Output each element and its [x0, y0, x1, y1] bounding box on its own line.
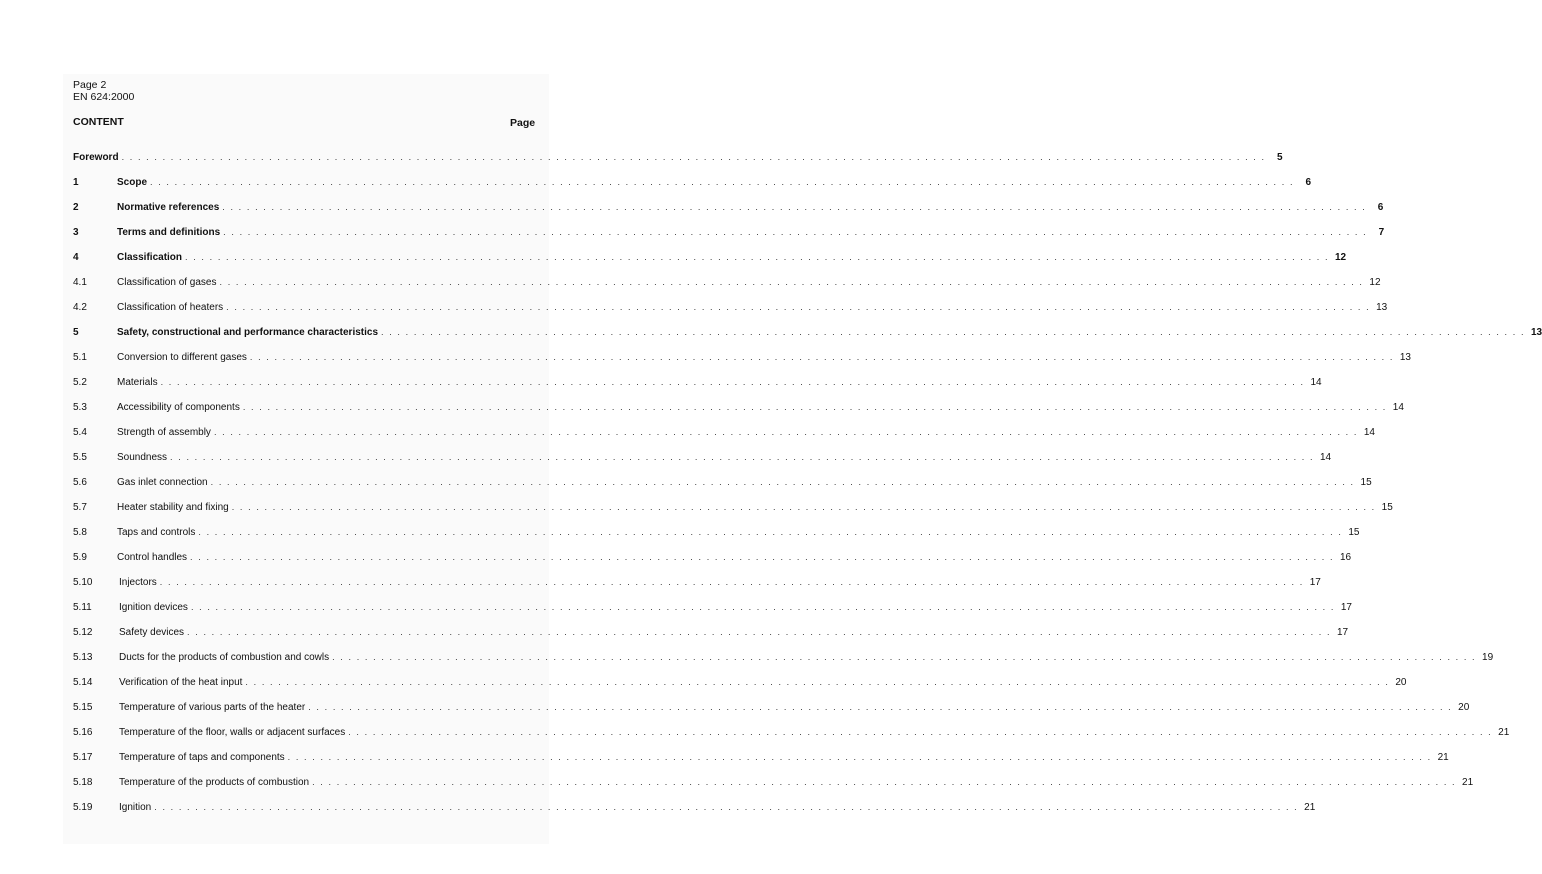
- toc-entry-page: 13: [1399, 352, 1411, 363]
- toc-entry[interactable]: [73, 377, 1322, 402]
- toc-entry-number: 5.18: [73, 777, 93, 788]
- toc-entry-page: 20: [1395, 677, 1407, 688]
- dot-leader: . . . . . . . . . . . . . . . . . . . . . . . . . . . . . . . . . . . . . . . . . . . . . . . . . . . . . . . . . . . . . . . . . . . . . . . . . . . . . . . . . . . . . . . . . . . . . . . . . . . . . . . . . . . . . . . . . . . . . . . . . . . . . . . . . . . . . . . . . . . .: [381, 327, 1526, 337]
- dot-leader: . . . . . . . . . . . . . . . . . . . . . . . . . . . . . . . . . . . . . . . . . . . . . . . . . . . . . . . . . . . . . . . . . . . . . . . . . . . . . . . . . . . . . . . . . . . . . . . . . . . . . . . . . . . . . . . . . . . . . . . . . . . . . . . . . . . . . . . . . . . .: [245, 677, 1390, 687]
- toc-entry-page: 14: [1392, 402, 1404, 413]
- toc-entry-title: Scope: [117, 177, 148, 188]
- toc-entry-title: Temperature of taps and components: [119, 752, 285, 763]
- dot-leader: . . . . . . . . . . . . . . . . . . . . . . . . . . . . . . . . . . . . . . . . . . . . . . . . . . . . . . . . . . . . . . . . . . . . . . . . . . . . . . . . . . . . . . . . . . . . . . . . . . . . . . . . . . . . . . . . . . . . . . . . . . . . . . . . . . . . . . . . . . . .: [219, 277, 1364, 287]
- toc-entry[interactable]: [73, 402, 1404, 427]
- toc-entry-page: 16: [1339, 552, 1352, 563]
- toc-entry-title: Accessibility of components: [117, 402, 240, 413]
- toc-entry-title: Terms and definitions: [117, 227, 221, 238]
- toc-entry-number: 5.14: [73, 677, 93, 688]
- toc-entry-number: 5.10: [73, 577, 93, 588]
- toc-entry-title: Verification of the heat input: [119, 677, 243, 688]
- dot-leader: . . . . . . . . . . . . . . . . . . . . . . . . . . . . . . . . . . . . . . . . . . . . . . . . . . . . . . . . . . . . . . . . . . . . . . . . . . . . . . . . . . . . . . . . . . . . . . . . . . . . . . . . . . . . . . . . . . . . . . . . . . . . . . . . . . . . . . . . . . . .: [159, 577, 1304, 587]
- toc-entry-number: 5.16: [73, 727, 93, 738]
- toc-entry[interactable]: [73, 552, 1352, 577]
- toc-entry-title: Classification: [117, 252, 183, 263]
- toc-entry-title: Gas inlet connection: [117, 477, 208, 488]
- toc-entry-page: 7: [1378, 227, 1385, 238]
- toc-entry-page: 17: [1336, 627, 1349, 638]
- toc-entry-number: 5: [73, 327, 79, 338]
- dot-leader: . . . . . . . . . . . . . . . . . . . . . . . . . . . . . . . . . . . . . . . . . . . . . . . . . . . . . . . . . . . . . . . . . . . . . . . . . . . . . . . . . . . . . . . . . . . . . . . . . . . . . . . . . . . . . . . . . . . . . . . . . . . . . . . . . . . . . . . . . . . .: [160, 377, 1305, 387]
- toc-entry-page: 21: [1437, 752, 1449, 763]
- toc-entry-number: 5.9: [73, 552, 87, 563]
- toc-entry-page: 15: [1381, 502, 1393, 513]
- toc-entry-title: Ignition: [119, 802, 152, 813]
- toc-entry-title: Materials: [117, 377, 158, 388]
- toc-heading: CONTENT: [73, 116, 124, 128]
- dot-leader: . . . . . . . . . . . . . . . . . . . . . . . . . . . . . . . . . . . . . . . . . . . . . . . . . . . . . . . . . . . . . . . . . . . . . . . . . . . . . . . . . . . . . . . . . . . . . . . . . . . . . . . . . . . . . . . . . . . . . . . . . . . . . . . . . . . . . . . . . . . .: [154, 802, 1299, 812]
- toc-entry[interactable]: [73, 777, 1474, 802]
- toc-entry-title: Temperature of the products of combustion: [119, 777, 310, 788]
- toc-entry-page: 6: [1377, 202, 1384, 213]
- dot-leader: . . . . . . . . . . . . . . . . . . . . . . . . . . . . . . . . . . . . . . . . . . . . . . . . . . . . . . . . . . . . . . . . . . . . . . . . . . . . . . . . . . . . . . . . . . . . . . . . . . . . . . . . . . . . . . . . . . . . . . . . . . . . . . . . . . . . . . . . . . . .: [121, 152, 1266, 162]
- dot-leader: . . . . . . . . . . . . . . . . . . . . . . . . . . . . . . . . . . . . . . . . . . . . . . . . . . . . . . . . . . . . . . . . . . . . . . . . . . . . . . . . . . . . . . . . . . . . . . . . . . . . . . . . . . . . . . . . . . . . . . . . . . . . . . . . . . . . . . . . . . . .: [332, 652, 1477, 662]
- toc-entry[interactable]: [73, 627, 1349, 652]
- toc-entry-page: 17: [1309, 577, 1321, 588]
- toc-entry-title: Injectors: [119, 577, 157, 588]
- dot-leader: . . . . . . . . . . . . . . . . . . . . . . . . . . . . . . . . . . . . . . . . . . . . . . . . . . . . . . . . . . . . . . . . . . . . . . . . . . . . . . . . . . . . . . . . . . . . . . . . . . . . . . . . . . . . . . . . . . . . . . . . . . . . . . . . . . . . . . . . . . . .: [213, 427, 1358, 437]
- dot-leader: . . . . . . . . . . . . . . . . . . . . . . . . . . . . . . . . . . . . . . . . . . . . . . . . . . . . . . . . . . . . . . . . . . . . . . . . . . . . . . . . . . . . . . . . . . . . . . . . . . . . . . . . . . . . . . . . . . . . . . . . . . . . . . . . . . . . . . . . . . . .: [170, 452, 1315, 462]
- toc-entry-title: Conversion to different gases: [117, 352, 247, 363]
- dot-leader: . . . . . . . . . . . . . . . . . . . . . . . . . . . . . . . . . . . . . . . . . . . . . . . . . . . . . . . . . . . . . . . . . . . . . . . . . . . . . . . . . . . . . . . . . . . . . . . . . . . . . . . . . . . . . . . . . . . . . . . . . . . . . . . . . . . . . . . . . . . .: [150, 177, 1295, 187]
- toc-entry[interactable]: [73, 302, 1388, 327]
- toc-entry[interactable]: [73, 677, 1407, 702]
- toc-entry-title: Control handles: [117, 552, 188, 563]
- toc-entry[interactable]: [73, 802, 1316, 827]
- toc-entry[interactable]: [73, 177, 1312, 202]
- dot-leader: . . . . . . . . . . . . . . . . . . . . . . . . . . . . . . . . . . . . . . . . . . . . . . . . . . . . . . . . . . . . . . . . . . . . . . . . . . . . . . . . . . . . . . . . . . . . . . . . . . . . . . . . . . . . . . . . . . . . . . . . . . . . . . . . . . . . . . . . . . . .: [187, 627, 1332, 637]
- toc-entry-number: 5.7: [73, 502, 87, 513]
- dot-leader: . . . . . . . . . . . . . . . . . . . . . . . . . . . . . . . . . . . . . . . . . . . . . . . . . . . . . . . . . . . . . . . . . . . . . . . . . . . . . . . . . . . . . . . . . . . . . . . . . . . . . . . . . . . . . . . . . . . . . . . . . . . . . . . . . . . . . . . . . . . .: [226, 302, 1371, 312]
- dot-leader: . . . . . . . . . . . . . . . . . . . . . . . . . . . . . . . . . . . . . . . . . . . . . . . . . . . . . . . . . . . . . . . . . . . . . . . . . . . . . . . . . . . . . . . . . . . . . . . . . . . . . . . . . . . . . . . . . . . . . . . . . . . . . . . . . . . . . . . . . . . .: [223, 227, 1368, 237]
- toc-entry-page: 12: [1369, 277, 1381, 288]
- toc-entry-number: 4: [73, 252, 79, 263]
- toc-entry[interactable]: [73, 652, 1494, 677]
- page-number-label: Page 2: [73, 79, 107, 91]
- dot-leader: . . . . . . . . . . . . . . . . . . . . . . . . . . . . . . . . . . . . . . . . . . . . . . . . . . . . . . . . . . . . . . . . . . . . . . . . . . . . . . . . . . . . . . . . . . . . . . . . . . . . . . . . . . . . . . . . . . . . . . . . . . . . . . . . . . . . . . . . . . . .: [231, 502, 1376, 512]
- toc-entry-page: 21: [1304, 802, 1316, 813]
- toc-entry-number: 5.8: [73, 527, 87, 538]
- toc-entry[interactable]: [73, 152, 1283, 177]
- dot-leader: . . . . . . . . . . . . . . . . . . . . . . . . . . . . . . . . . . . . . . . . . . . . . . . . . . . . . . . . . . . . . . . . . . . . . . . . . . . . . . . . . . . . . . . . . . . . . . . . . . . . . . . . . . . . . . . . . . . . . . . . . . . . . . . . . . . . . . . . . . . .: [210, 477, 1355, 487]
- toc-entry-title: Temperature of the floor, walls or adjacent surfaces: [119, 727, 346, 738]
- dot-leader: . . . . . . . . . . . . . . . . . . . . . . . . . . . . . . . . . . . . . . . . . . . . . . . . . . . . . . . . . . . . . . . . . . . . . . . . . . . . . . . . . . . . . . . . . . . . . . . . . . . . . . . . . . . . . . . . . . . . . . . . . . . . . . . . . . . . . . . . . . . .: [242, 402, 1387, 412]
- toc-entry[interactable]: [73, 577, 1321, 602]
- toc-entry-number: 5.15: [73, 702, 93, 713]
- toc-entry-page: 14: [1363, 427, 1375, 438]
- toc-entry-title: Soundness: [117, 452, 168, 463]
- toc-entry-page: 15: [1348, 527, 1360, 538]
- dot-leader: . . . . . . . . . . . . . . . . . . . . . . . . . . . . . . . . . . . . . . . . . . . . . . . . . . . . . . . . . . . . . . . . . . . . . . . . . . . . . . . . . . . . . . . . . . . . . . . . . . . . . . . . . . . . . . . . . . . . . . . . . . . . . . . . . . . . . . . . . . . .: [308, 702, 1453, 712]
- toc-entry-page: 13: [1530, 327, 1542, 338]
- toc-entry-number: 5.17: [73, 752, 93, 763]
- toc-entry[interactable]: [73, 352, 1411, 377]
- toc-entry-number: 5.4: [73, 427, 87, 438]
- toc-entry[interactable]: [73, 527, 1360, 552]
- toc-entry-title: Foreword: [73, 152, 119, 163]
- toc-entry[interactable]: [73, 452, 1332, 477]
- toc-entry-number: 5.3: [73, 402, 87, 413]
- toc-entry-title: Classification of gases: [117, 277, 217, 288]
- dot-leader: . . . . . . . . . . . . . . . . . . . . . . . . . . . . . . . . . . . . . . . . . . . . . . . . . . . . . . . . . . . . . . . . . . . . . . . . . . . . . . . . . . . . . . . . . . . . . . . . . . . . . . . . . . . . . . . . . . . . . . . . . . . . . . . . . . . . . . . . . . . .: [249, 352, 1394, 362]
- toc-entry[interactable]: [73, 202, 1384, 227]
- toc-entry-title: Ignition devices: [119, 602, 188, 613]
- toc-entry-number: 3: [73, 227, 79, 238]
- toc-entry-page: 15: [1360, 477, 1372, 488]
- dot-leader: . . . . . . . . . . . . . . . . . . . . . . . . . . . . . . . . . . . . . . . . . . . . . . . . . . . . . . . . . . . . . . . . . . . . . . . . . . . . . . . . . . . . . . . . . . . . . . . . . . . . . . . . . . . . . . . . . . . . . . . . . . . . . . . . . . . . . . . . . . . .: [190, 552, 1335, 562]
- toc-entry-page: 6: [1305, 177, 1312, 188]
- toc-entry-number: 2: [73, 202, 79, 213]
- toc-entry-title: Safety devices: [119, 627, 185, 638]
- toc-entry-page: 17: [1340, 602, 1352, 613]
- toc-entry-page: 20: [1458, 702, 1470, 713]
- toc-entry-title: Ducts for the products of combustion and cowls: [119, 652, 330, 663]
- dot-leader: . . . . . . . . . . . . . . . . . . . . . . . . . . . . . . . . . . . . . . . . . . . . . . . . . . . . . . . . . . . . . . . . . . . . . . . . . . . . . . . . . . . . . . . . . . . . . . . . . . . . . . . . . . . . . . . . . . . . . . . . . . . . . . . . . . . . . . . . . . . .: [190, 602, 1335, 612]
- dot-leader: . . . . . . . . . . . . . . . . . . . . . . . . . . . . . . . . . . . . . . . . . . . . . . . . . . . . . . . . . . . . . . . . . . . . . . . . . . . . . . . . . . . . . . . . . . . . . . . . . . . . . . . . . . . . . . . . . . . . . . . . . . . . . . . . . . . . . . . . . . . .: [312, 777, 1457, 787]
- dot-leader: . . . . . . . . . . . . . . . . . . . . . . . . . . . . . . . . . . . . . . . . . . . . . . . . . . . . . . . . . . . . . . . . . . . . . . . . . . . . . . . . . . . . . . . . . . . . . . . . . . . . . . . . . . . . . . . . . . . . . . . . . . . . . . . . . . . . . . . . . . . .: [185, 252, 1330, 262]
- toc-entry[interactable]: [73, 252, 1347, 277]
- toc-entry-page: 12: [1334, 252, 1347, 263]
- toc-entry[interactable]: [73, 502, 1393, 527]
- toc-entry[interactable]: [73, 702, 1470, 727]
- toc-entry-page: 14: [1310, 377, 1322, 388]
- toc-entry-title: Heater stability and fixing: [117, 502, 229, 513]
- page-column-heading: Page: [510, 117, 536, 129]
- toc-entry-page: 14: [1319, 452, 1332, 463]
- toc-entry[interactable]: [73, 277, 1381, 302]
- toc-entry-title: Taps and controls: [117, 527, 196, 538]
- toc-entry[interactable]: [73, 327, 1542, 352]
- toc-entry-page: 21: [1462, 777, 1474, 788]
- toc-entry-page: 19: [1482, 652, 1494, 663]
- toc-entry-number: 5.5: [73, 452, 87, 463]
- toc-entry-page: 5: [1277, 152, 1283, 163]
- toc-entry-title: Safety, constructional and performance characteristics: [117, 327, 379, 338]
- toc-entry[interactable]: [73, 602, 1352, 627]
- toc-entry-page: 13: [1376, 302, 1388, 313]
- toc-entry[interactable]: [73, 752, 1449, 777]
- page-header: [73, 79, 134, 103]
- toc-entry-number: 5.6: [73, 477, 87, 488]
- toc-entry-number: 5.19: [73, 802, 93, 813]
- toc-entry-title: Temperature of various parts of the heater: [119, 702, 306, 713]
- toc-entry[interactable]: [73, 727, 1510, 752]
- standard-reference: EN 624:2000: [73, 91, 135, 103]
- toc-entry[interactable]: [73, 477, 1372, 502]
- toc-entry[interactable]: [73, 427, 1375, 452]
- toc-entry-number: 5.1: [73, 352, 87, 363]
- toc-entry-number: 4.2: [73, 302, 87, 313]
- dot-leader: . . . . . . . . . . . . . . . . . . . . . . . . . . . . . . . . . . . . . . . . . . . . . . . . . . . . . . . . . . . . . . . . . . . . . . . . . . . . . . . . . . . . . . . . . . . . . . . . . . . . . . . . . . . . . . . . . . . . . . . . . . . . . . . . . . . . . . . . . . . .: [198, 527, 1343, 537]
- toc-entry-number: 4.1: [73, 277, 87, 288]
- toc-entry-title: Strength of assembly: [117, 427, 211, 438]
- toc-entry-number: 5.12: [73, 627, 93, 638]
- dot-leader: . . . . . . . . . . . . . . . . . . . . . . . . . . . . . . . . . . . . . . . . . . . . . . . . . . . . . . . . . . . . . . . . . . . . . . . . . . . . . . . . . . . . . . . . . . . . . . . . . . . . . . . . . . . . . . . . . . . . . . . . . . . . . . . . . . . . . . . . . . . .: [287, 752, 1432, 762]
- toc-entry-number: 1: [73, 177, 79, 188]
- toc-entry-number: 5.11: [73, 602, 92, 613]
- dot-leader: . . . . . . . . . . . . . . . . . . . . . . . . . . . . . . . . . . . . . . . . . . . . . . . . . . . . . . . . . . . . . . . . . . . . . . . . . . . . . . . . . . . . . . . . . . . . . . . . . . . . . . . . . . . . . . . . . . . . . . . . . . . . . . . . . . . . . . . . . . . .: [348, 727, 1493, 737]
- toc-entry-number: 5.2: [73, 377, 87, 388]
- dot-leader: . . . . . . . . . . . . . . . . . . . . . . . . . . . . . . . . . . . . . . . . . . . . . . . . . . . . . . . . . . . . . . . . . . . . . . . . . . . . . . . . . . . . . . . . . . . . . . . . . . . . . . . . . . . . . . . . . . . . . . . . . . . . . . . . . . . . . . . . . . . .: [222, 202, 1367, 212]
- toc-entry-title: Classification of heaters: [117, 302, 224, 313]
- toc-entry-title: Normative references: [117, 202, 220, 213]
- table-of-contents: [73, 152, 1542, 827]
- toc-entry-page: 21: [1498, 727, 1510, 738]
- toc-entry[interactable]: [73, 227, 1385, 252]
- toc-entry-number: 5.13: [73, 652, 93, 663]
